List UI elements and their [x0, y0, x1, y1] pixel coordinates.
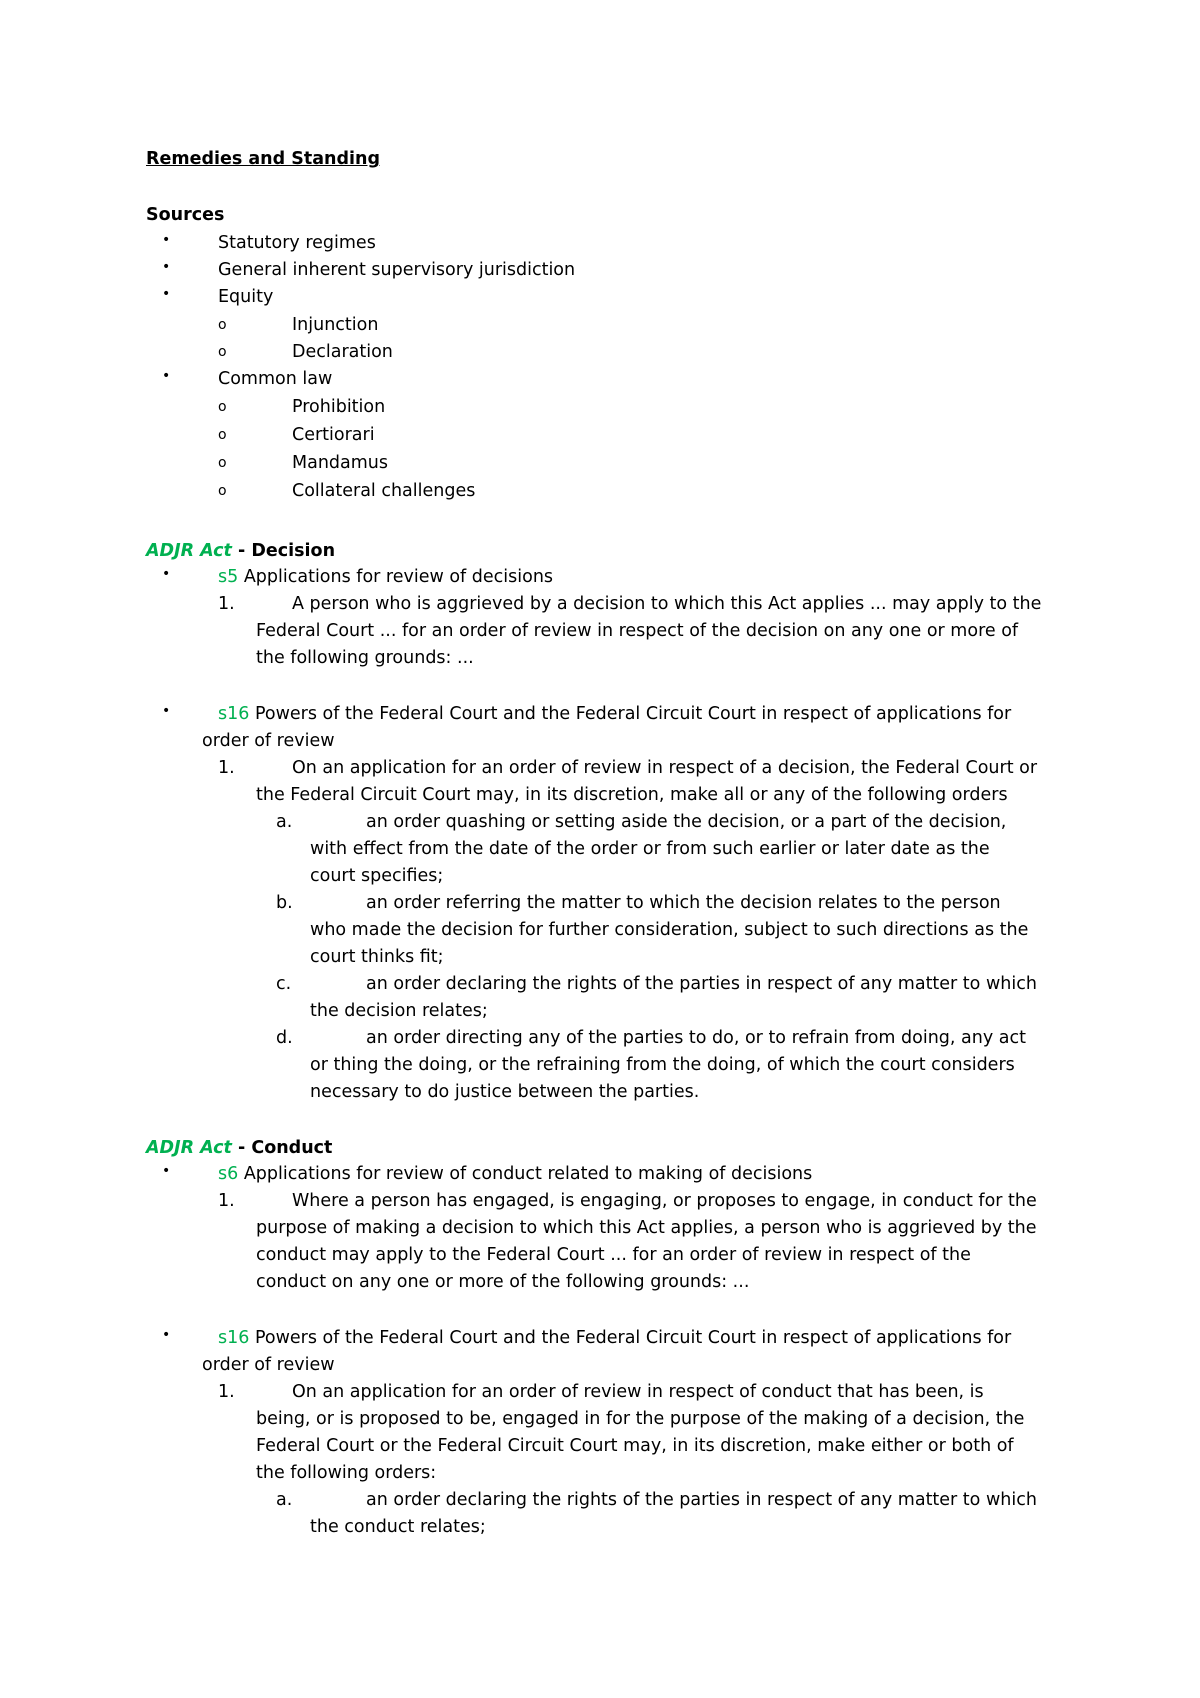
- act-name: ADJR Act: [146, 541, 232, 561]
- circle-marker: o: [218, 317, 227, 333]
- section-s5-title: [218, 566, 553, 588]
- section-s6-title: [218, 1163, 812, 1185]
- list-item: Common law: [218, 369, 333, 389]
- list-number: 1.: [218, 1191, 235, 1211]
- sources-heading: Sources: [146, 205, 225, 225]
- list-item: Statutory regimes: [218, 233, 376, 253]
- list-number: 1.: [218, 758, 235, 778]
- section-title-text: Applications for review of conduct related to making of decisions: [238, 1164, 813, 1184]
- paragraph-line: who made the decision for further consideration, subject to such directions as the: [310, 920, 1029, 940]
- section-heading-conduct: [146, 1137, 332, 1159]
- list-letter: c.: [276, 974, 292, 994]
- paragraph-line: with effect from the date of the order or from such earlier or later date as the: [310, 839, 990, 859]
- page-title: Remedies and Standing: [146, 149, 380, 169]
- paragraph-line: an order referring the matter to which the decision relates to the person: [366, 893, 1001, 913]
- heading-text: Conduct: [251, 1138, 333, 1158]
- section-title-text: Powers of the Federal Court and the Federal Circuit Court in respect of applications for: [249, 704, 1012, 724]
- circle-marker: o: [218, 483, 227, 499]
- heading-dash: -: [231, 541, 252, 561]
- heading-text: Decision: [251, 541, 336, 561]
- bullet-marker: •: [162, 286, 171, 302]
- list-number: 1.: [218, 594, 235, 614]
- paragraph-line: order of review: [202, 1355, 335, 1375]
- list-letter: a.: [276, 812, 293, 832]
- list-item: Declaration: [292, 342, 393, 362]
- paragraph-line: On an application for an order of review in respect of a decision, the Federal Court or: [292, 758, 1038, 778]
- list-item: Injunction: [292, 315, 379, 335]
- list-item: Certiorari: [292, 425, 375, 445]
- paragraph-line: or thing the doing, or the refraining from the doing, of which the court considers: [310, 1055, 1015, 1075]
- section-title-text: Powers of the Federal Court and the Federal Circuit Court in respect of applications for: [249, 1328, 1012, 1348]
- section-s16-title: [218, 1327, 1011, 1349]
- section-s16-title: [218, 703, 1011, 725]
- paragraph-line: Where a person has engaged, is engaging, or proposes to engage, in conduct for the: [292, 1191, 1037, 1211]
- list-letter: b.: [276, 893, 293, 913]
- list-item: Prohibition: [292, 397, 386, 417]
- bullet-marker: •: [162, 259, 171, 275]
- heading-dash: -: [231, 1138, 252, 1158]
- paragraph-line: an order declaring the rights of the parties in respect of any matter to which: [366, 974, 1037, 994]
- bullet-marker: •: [162, 232, 171, 248]
- circle-marker: o: [218, 427, 227, 443]
- paragraph-line: an order directing any of the parties to do, or to refrain from doing, any act: [366, 1028, 1026, 1048]
- list-letter: a.: [276, 1490, 293, 1510]
- circle-marker: o: [218, 455, 227, 471]
- act-name: ADJR Act: [146, 1138, 232, 1158]
- section-heading-decision: [146, 540, 335, 562]
- paragraph-line: an order declaring the rights of the parties in respect of any matter to which: [366, 1490, 1037, 1510]
- bullet-marker: •: [162, 1327, 171, 1343]
- list-item: General inherent supervisory jurisdiction: [218, 260, 576, 280]
- paragraph-line: the conduct relates;: [310, 1517, 486, 1537]
- bullet-marker: •: [162, 1163, 171, 1179]
- section-number: s16: [218, 704, 250, 724]
- paragraph-line: court thinks fit;: [310, 947, 444, 967]
- paragraph-line: the Federal Circuit Court may, in its discretion, make all or any of the following orders: [256, 785, 1008, 805]
- list-item: Equity: [218, 287, 274, 307]
- bullet-marker: •: [162, 368, 171, 384]
- section-number: s16: [218, 1328, 250, 1348]
- paragraph-line: the following orders:: [256, 1463, 437, 1483]
- section-number: s6: [218, 1164, 239, 1184]
- bullet-marker: •: [162, 566, 171, 582]
- paragraph-line: A person who is aggrieved by a decision to which this Act applies ... may apply to the: [292, 594, 1042, 614]
- paragraph-line: On an application for an order of review in respect of conduct that has been, is: [292, 1382, 984, 1402]
- list-item: Collateral challenges: [292, 481, 476, 501]
- list-number: 1.: [218, 1382, 235, 1402]
- circle-marker: o: [218, 344, 227, 360]
- paragraph-line: being, or is proposed to be, engaged in for the purpose of the making of a decision, the: [256, 1409, 1025, 1429]
- circle-marker: o: [218, 399, 227, 415]
- paragraph-line: the decision relates;: [310, 1001, 488, 1021]
- paragraph-line: the following grounds: ...: [256, 648, 474, 668]
- list-letter: d.: [276, 1028, 293, 1048]
- bullet-marker: •: [162, 703, 171, 719]
- paragraph-line: Federal Court ... for an order of review in respect of the decision on any one or more of: [256, 621, 1019, 641]
- paragraph-line: conduct may apply to the Federal Court ... for an order of review in respect of the: [256, 1245, 971, 1265]
- paragraph-line: an order quashing or setting aside the decision, or a part of the decision,: [366, 812, 1007, 832]
- paragraph-line: conduct on any one or more of the following grounds: ...: [256, 1272, 750, 1292]
- list-item: Mandamus: [292, 453, 389, 473]
- section-title-text: Applications for review of decisions: [238, 567, 554, 587]
- paragraph-line: necessary to do justice between the parties.: [310, 1082, 700, 1102]
- section-number: s5: [218, 567, 239, 587]
- paragraph-line: court specifies;: [310, 866, 444, 886]
- paragraph-line: order of review: [202, 731, 335, 751]
- paragraph-line: purpose of making a decision to which this Act applies, a person who is aggrieved by the: [256, 1218, 1037, 1238]
- paragraph-line: Federal Court or the Federal Circuit Court may, in its discretion, make either or both of: [256, 1436, 1014, 1456]
